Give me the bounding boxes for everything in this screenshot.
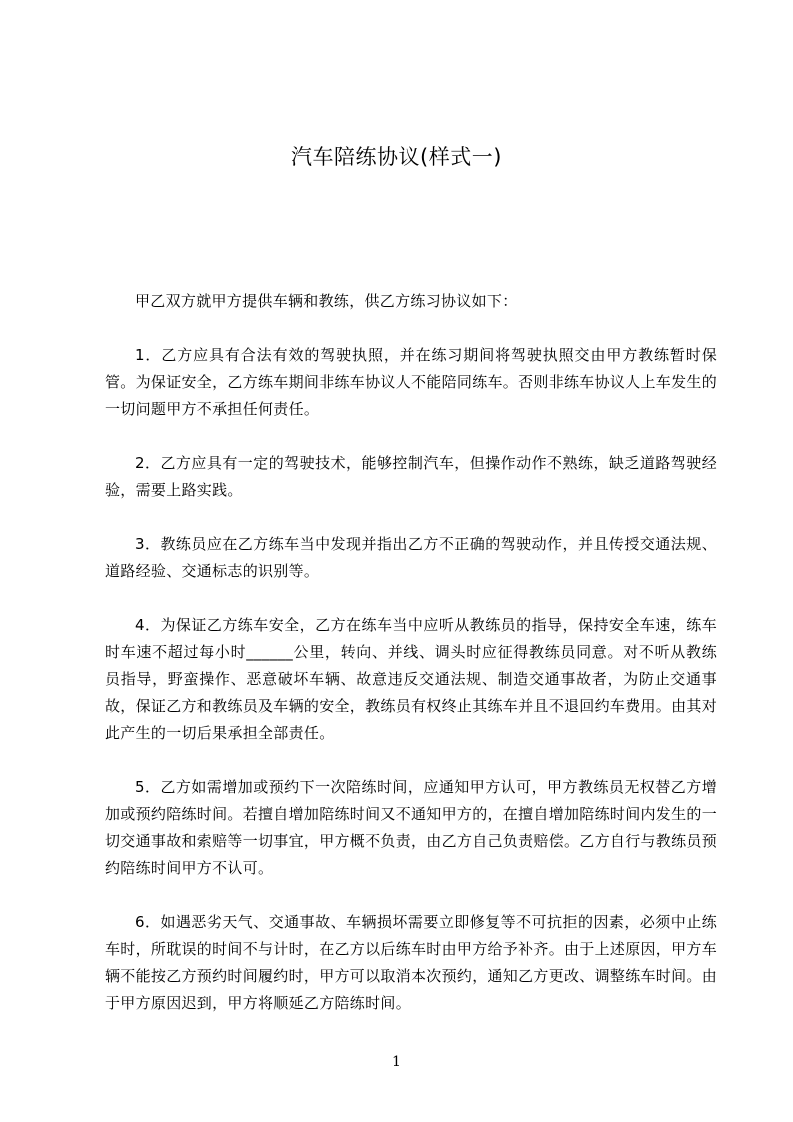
page-number: 1 (392, 1054, 401, 1070)
clause-paragraph: 3．教练员应在乙方练车当中发现并指出乙方不正确的驾驶动作，并且传授交通法规、道路经验、交通标志的识别等。 (105, 535, 717, 580)
clause-paragraph: 1．乙方应具有合法有效的驾驶执照，并在练习期间将驾驶执照交由甲方教练暂时保管。为保证安全，乙方练车期间非练车协议人不能陪同练车。否则非练车协议人上车发生的一切问题甲方不承担任何责任。 (105, 346, 718, 418)
clause-paragraph: 5．乙方如需增加或预约下一次陪练时间，应通知甲方认可，甲方教练员无权替乙方增加或预约陪练时间。若擅自增加陪练时间又不通知甲方的，在擅自增加陪练时间内发生的一切交通事故和索赔等一切事宜，甲方概不负责，由乙方自己负责赔偿。乙方自行与教练员预约陪练时间甲方不认可。 (105, 778, 718, 877)
document-title: 汽车陪练协议(样式一) (291, 145, 502, 169)
clause-paragraph: 6．如遇恶劣天气、交通事故、车辆损坏需要立即修复等不可抗拒的因素，必须中止练车时，所耽误的时间不与计时，在乙方以后练车时由甲方给予补齐。由于上述原因，甲方车辆不能按乙方预约时间履约时，甲方可以取消本次预约，通知乙方更改、调整练车时间。由于甲方原因迟到，甲方将顺延乙方陪练时间。 (105, 913, 718, 1012)
document-body (105, 288, 717, 1044)
intro-paragraph: 甲乙双方就甲方提供车辆和教练，供乙方练习协议如下： (135, 292, 518, 310)
clause-paragraph: 4．为保证乙方练车安全，乙方在练车当中应听从教练员的指导，保持安全车速，练车时车速不超过每小时______公里，转向、并线、调头时应征得教练员同意。对不听从教练员指导，野蛮操作、恶意破坏车辆、故意违反交通法规、制造交通事故者，为防止交通事故，保证乙方和教练员及车辆的安全，教练员有权终止其练车并且不退回约车费用。由其对此产生的一切后果承担全部责任。 (105, 616, 718, 742)
clause-paragraph: 2．乙方应具有一定的驾驶技术，能够控制汽车，但操作动作不熟练，缺乏道路驾驶经验，需要上路实践。 (105, 454, 717, 499)
